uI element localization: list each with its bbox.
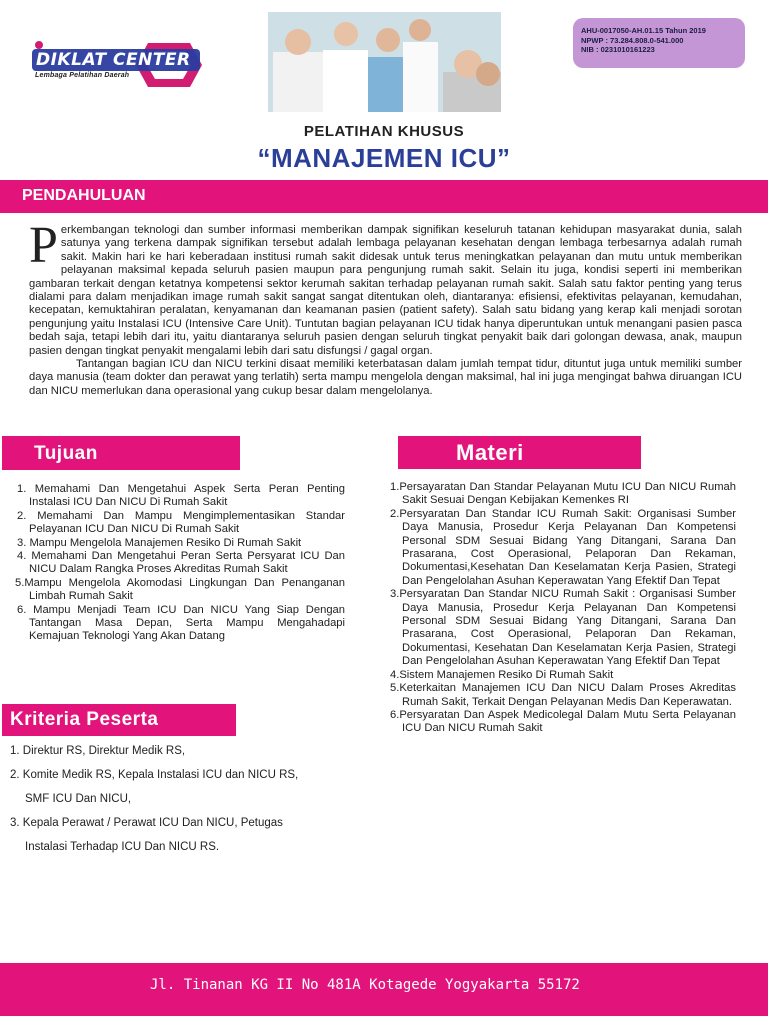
- diklat-center-logo: [30, 35, 205, 95]
- pendahuluan-band: [0, 180, 768, 213]
- tujuan-list: [15, 483, 345, 644]
- list-item: 1. Direktur RS, Direktur Medik RS,: [10, 745, 186, 757]
- tujuan-heading: Tujuan: [34, 443, 98, 464]
- npwp-number: NPWP : 73.284.808.0-541.000: [581, 35, 684, 45]
- list-item: Instalasi Terhadap ICU Dan NICU RS.: [25, 841, 220, 853]
- list-item: 3.Persyaratan Dan Standar NICU Rumah Sakit : Organisasi Sumber Daya Manusia, Prosedur Kerja Pelayanan Dan Kompetensi Personal SDM Sesuai Bidang Yang Ditangani, Sarana Dan Prasarana, Cost Operasional, Pelaporan Dan Rekaman, Dokumentasi, Kesehatan Dan Keselamatan Kerja Pasien, Strategi Dan Pengelolahan Asuhan Keperawatan Yang Efektif Dan Tepat: [390, 588, 736, 668]
- list-item: 3. Mampu Mengelola Manajemen Resiko Di Rumah Sakit: [17, 536, 302, 549]
- list-item: SMF ICU Dan NICU,: [25, 793, 132, 805]
- list-item: 6.Persyaratan Dan Aspek Medicolegal Dalam Mutu Serta Pelayanan ICU Dan NICU Rumah Sakit: [390, 708, 736, 735]
- list-item: 2. Komite Medik RS, Kepala Instalasi ICU dan NICU RS,: [10, 769, 299, 781]
- footer-address: Jl. Tinanan KG II No 481A Kotagede Yogyakarta 55172: [150, 977, 580, 993]
- kriteria-header: [2, 704, 236, 736]
- kriteria-heading: Kriteria Peserta: [10, 709, 159, 730]
- kriteria-list: [10, 744, 360, 864]
- list-item: 2.Persyaratan Dan Standar ICU Rumah Sakit: Organisasi Sumber Daya Manusia, Prosedur Kerja Pelayanan Dan Kompetensi Personal SDM Sesuai Bidang Yang Ditangani, Sarana Dan Prasarana, Cost Operasional, Pelaporan Dan Rekaman, Dokumentasi,Kesehatan Dan Keselamatan Kerja Pasien, Strategi Dan Pengelolahan Asuhan Keperawatan Yang Efektif Dan Tepat: [390, 507, 736, 587]
- list-item: 2. Memahami Dan Mampu Mengimplementasikan Standar Pelayanan ICU Dan NICU Di Rumah Sakit: [17, 509, 345, 536]
- pendahuluan-paragraph-1: erkembangan teknologi dan sumber informasi memberikan dampak signifikan keseluruh tatanan kehidupan masyarakat dunia, salah satunya yang terkena dampak signifikan tersebut adalah lembaga pelayanan kesehatan dengan lembaga terbesarnya adalah rumah sakit. Makin hari ke hari keberadaan institusi rumah sakit didesak untuk terus meningkatkan pelayanan dan mutu untuk memberikan pelayanan maksimal kepada seluruh pasien maupun para pengunjung rumah sakit. Selain itu juga, kondisi seperti ini memberikan gambaran terkait dengan ketatnya kompetensi sektor kerumah sakitan terhadap pelayanan rumah sakit. Salah satu faktor penting yang terus dialami para dalam menjadikan image rumah sakit sangat sangat ditentukan oleh, diantaranya: efisiensi, efektivitas pelayanan, kemudahan, kecepatan, kemuktahiran peralatan, kenyamanan dan keamanan pasien (patient safety). Salah satu bidang yang kerap kali menjadi sorotan pengunjung yaitu Instalasi ICU (Intensive Care Unit). Tuntutan bagian pelayanan ICU tidak hanya diperuntukan untuk menangani pasien pasca bedah saja, tetapi lebih dari itu, yaitu diantaranya seluruh pasien dengan seluruh tingkat penyakit baik dari golongan dewasa, anak, maupun pasien dengan tingkat penyakit mengalami lebih dari satu disfungsi / gagal organ.: [29, 224, 742, 357]
- page-title: “MANAJEMEN ICU”: [257, 143, 511, 173]
- ahu-number: AHU-0017050-AH.01.15 Tahun 2019: [581, 26, 706, 35]
- list-item: 6. Mampu Menjadi Team ICU Dan NICU Yang Siap Dengan Tantangan Masa Depan, Serta Mampu Mengahadapi Kemajuan Teknologi Yang Akan Datang: [17, 603, 345, 643]
- pendahuluan-heading: PENDAHULUAN: [22, 187, 146, 204]
- logo-tagline: Lembaga Pelatihan Daerah: [35, 72, 130, 79]
- logo-text: DIKLAT CENTER: [36, 50, 191, 70]
- materi-header: [398, 436, 641, 469]
- list-item: 3. Kepala Perawat / Perawat ICU Dan NICU, Petugas: [10, 817, 283, 829]
- list-item: 4.Sistem Manajemen Resiko Di Rumah Sakit: [390, 668, 614, 681]
- dropcap-letter: P: [29, 217, 58, 274]
- list-item: 1.Persayaratan Dan Standar Pelayanan Mutu ICU Dan NICU Rumah Sakit Sesuai Dengan Kebijakan Kemenkes RI: [390, 481, 736, 507]
- list-item: 1. Memahami Dan Mengetahui Aspek Serta Peran Penting Instalasi ICU Dan NICU Di Rumah Sakit: [17, 483, 345, 509]
- tujuan-header: [2, 436, 240, 470]
- registration-info-box: [573, 18, 745, 68]
- medical-staff-photo: [268, 12, 501, 112]
- list-item: 5.Mampu Mengelola Akomodasi Lingkungan Dan Penanganan Limbah Rumah Sakit: [15, 576, 345, 603]
- materi-heading: Materi: [456, 440, 524, 465]
- nib-number: NIB : 0231010161223: [581, 45, 655, 54]
- list-item: 5.Keterkaitan Manajemen ICU Dan NICU Dalam Proses Akreditas Rumah Sakit, Terkait Dengan Pelayanan Medis Dan Keperawatan.: [390, 682, 736, 708]
- pendahuluan-paragraph-2: Tantangan bagian ICU dan NICU terkini disaat memiliki keterbatasan dalam jumlah tempat tidur, dituntut juga untuk memiliki sumber daya manusia (team dokter dan perawat yang terlatih) serta mampu mengelola dengan maksimal, hal ini juga mengingat bahwa diruangan ICU dan NICU memerlukan dana operasional yang cukup besar dalam mengelolanya.: [29, 358, 742, 397]
- materi-list: [390, 481, 736, 736]
- list-item: 4. Memahami Dan Mengetahui Peran Serta Persyarat ICU Dan NICU Dalam Rangka Proses Akreditas Rumah Sakit: [17, 550, 345, 576]
- page-subtitle: PELATIHAN KHUSUS: [303, 123, 465, 140]
- footer-band: [0, 963, 768, 1016]
- pendahuluan-text: [29, 217, 742, 398]
